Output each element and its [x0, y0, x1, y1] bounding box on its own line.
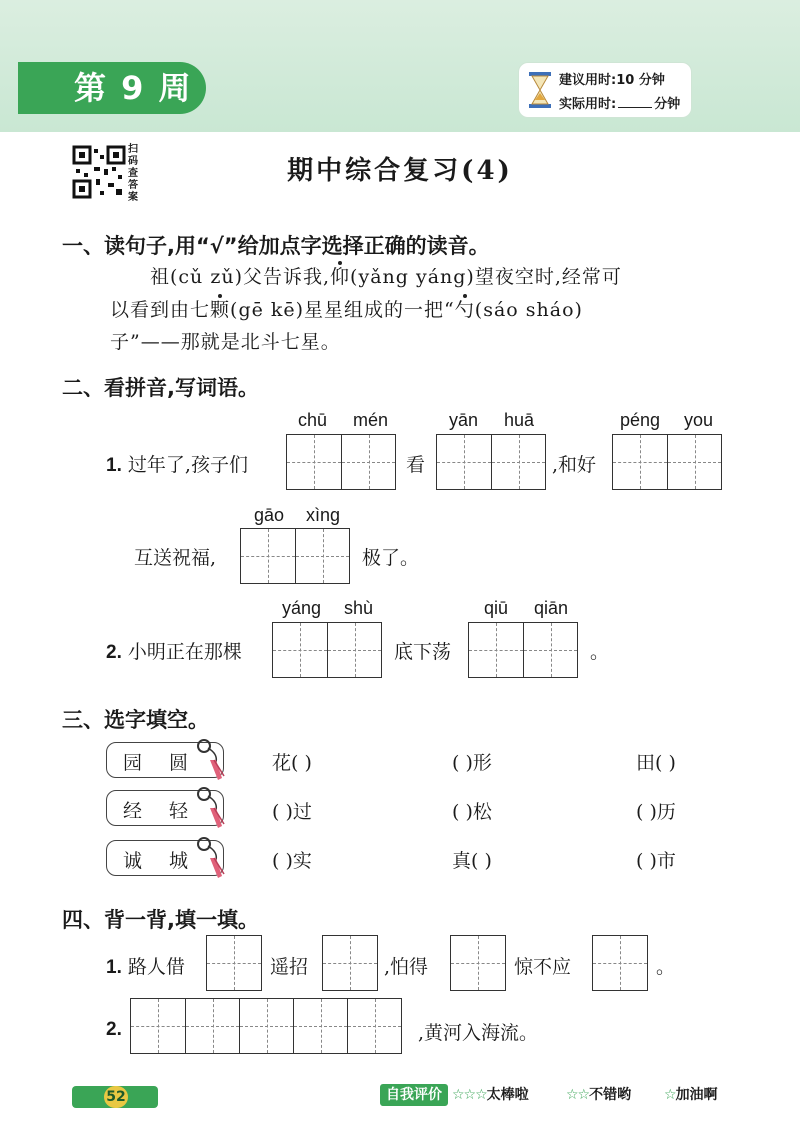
char-pair-box: 经 轻	[106, 790, 224, 826]
dotted-char: 仰	[330, 266, 351, 288]
fill-blank[interactable]: 真( )	[452, 850, 492, 872]
q1-mid2: ,和好	[552, 454, 597, 476]
writing-cell[interactable]	[613, 435, 667, 489]
qr-label: 扫码查答案	[128, 144, 138, 203]
writing-cell[interactable]	[241, 529, 295, 583]
writing-cell[interactable]	[273, 623, 327, 677]
answer-grid-yangshu[interactable]	[272, 622, 382, 678]
writing-cell[interactable]	[523, 623, 577, 677]
q1-end: 极了。	[362, 547, 420, 569]
q4-1-e: 。	[656, 956, 676, 978]
q2-end: 。	[590, 641, 610, 663]
answer-grid-pengyou[interactable]	[612, 434, 722, 490]
q4-2-num: 2.	[106, 1019, 122, 1040]
pinyin: huā	[504, 410, 535, 430]
q1-mid1: 看	[406, 454, 426, 476]
fill-blank[interactable]: ( )过	[272, 801, 312, 823]
q4-1-b: 遥招	[270, 956, 309, 978]
answer-grid-line[interactable]	[130, 998, 402, 1054]
fill-blank[interactable]: ( )市	[636, 850, 676, 872]
star-icon: ☆☆☆	[452, 1087, 487, 1103]
writing-cell[interactable]	[437, 435, 491, 489]
answer-grid-yanhua[interactable]	[436, 434, 546, 490]
writing-cell[interactable]	[323, 936, 377, 990]
writing-cell[interactable]	[491, 435, 545, 489]
fill-blank[interactable]: ( )历	[636, 801, 676, 823]
time-box	[518, 62, 692, 118]
writing-cell[interactable]	[207, 936, 261, 990]
answer-grid-chumen[interactable]	[286, 434, 396, 490]
writing-cell[interactable]	[131, 999, 185, 1053]
q4-1-d: 惊不应	[514, 956, 572, 978]
pinyin: qiān	[534, 598, 569, 618]
pinyin: chū	[298, 410, 328, 430]
writing-cell[interactable]	[469, 623, 523, 677]
rating-good[interactable]: ☆☆不错哟	[566, 1087, 632, 1103]
q1-line2: 互送祝福,	[134, 547, 217, 569]
pinyin: mén	[353, 410, 389, 430]
dotted-char: 勺	[454, 299, 475, 321]
fill-blank[interactable]: 田( )	[636, 752, 676, 774]
fill-blank[interactable]: 花( )	[272, 752, 312, 774]
pinyin: péng	[620, 410, 661, 430]
char-pair-box: 园 圆	[106, 742, 224, 778]
tassel-icon	[194, 738, 228, 782]
answer-grid[interactable]	[450, 935, 506, 991]
pinyin: xìng	[306, 505, 341, 525]
q4-1-text: 1. 路人借	[106, 956, 185, 978]
rating-great[interactable]: ☆☆☆太棒啦	[452, 1087, 529, 1103]
page-number: 52	[104, 1086, 128, 1108]
q2-mid: 底下荡	[394, 641, 452, 663]
fill-blank[interactable]: ( )形	[452, 752, 492, 774]
writing-cell[interactable]	[239, 999, 293, 1053]
tassel-icon	[194, 786, 228, 830]
star-icon: ☆☆	[566, 1087, 590, 1103]
pinyin: qiū	[484, 598, 509, 618]
pinyin: yān	[449, 410, 479, 430]
answer-grid[interactable]	[592, 935, 648, 991]
dotted-char: 颗	[210, 299, 231, 321]
section1-line2: 以看到由七颗(gē kē)星星组成的一把“勺(sáo sháo)	[110, 299, 583, 321]
tassel-icon	[194, 836, 228, 880]
writing-cell[interactable]	[341, 435, 395, 489]
pinyin: you	[684, 410, 714, 430]
writing-cell[interactable]	[347, 999, 401, 1053]
writing-cell[interactable]	[185, 999, 239, 1053]
char-pair-box: 诚 城	[106, 840, 224, 876]
pinyin: yáng	[282, 598, 322, 618]
q4-1-c: ,怕得	[384, 956, 429, 978]
fill-blank[interactable]: ( )实	[272, 850, 312, 872]
q4-2-end: ,黄河入海流。	[418, 1022, 539, 1044]
page-title: 期中综合复习(4)	[287, 156, 513, 186]
q2-text: 2. 小明正在那棵	[106, 641, 242, 663]
self-eval-badge: 自我评价	[380, 1084, 448, 1106]
answer-grid-qiuqian[interactable]	[468, 622, 578, 678]
q1-text: 1. 过年了,孩子们	[106, 454, 248, 476]
answer-grid[interactable]	[206, 935, 262, 991]
writing-cell[interactable]	[287, 435, 341, 489]
section3-heading: 三、选字填空。	[62, 708, 209, 732]
fill-blank[interactable]: ( )松	[452, 801, 492, 823]
writing-cell[interactable]	[593, 936, 647, 990]
hourglass-icon	[527, 71, 553, 109]
week-label: 第 9 周	[18, 62, 206, 114]
writing-cell[interactable]	[451, 936, 505, 990]
answer-grid-gaoxing[interactable]	[240, 528, 350, 584]
writing-cell[interactable]	[293, 999, 347, 1053]
pinyin: gāo	[254, 505, 285, 525]
time-blank[interactable]	[618, 95, 652, 108]
suggested-time: 建议用时:10 分钟	[559, 73, 665, 88]
section2-heading: 二、看拼音,写词语。	[62, 376, 259, 400]
pinyin: shù	[344, 598, 374, 618]
writing-cell[interactable]	[667, 435, 721, 489]
section4-heading: 四、背一背,填一填。	[62, 908, 259, 932]
rating-keep-going[interactable]: ☆加油啊	[664, 1087, 718, 1103]
answer-grid[interactable]	[322, 935, 378, 991]
star-icon: ☆	[664, 1087, 676, 1103]
section1-heading: 一、读句子,用“√”给加点字选择正确的读音。	[62, 234, 490, 258]
writing-cell[interactable]	[295, 529, 349, 583]
section1-line1: 祖(cǔ zǔ)父告诉我,仰(yǎng yáng)望夜空时,经常可	[150, 266, 622, 288]
writing-cell[interactable]	[327, 623, 381, 677]
actual-time: 实际用时: 分钟	[559, 97, 681, 112]
section1-line3: 子”——那就是北斗七星。	[110, 331, 341, 353]
